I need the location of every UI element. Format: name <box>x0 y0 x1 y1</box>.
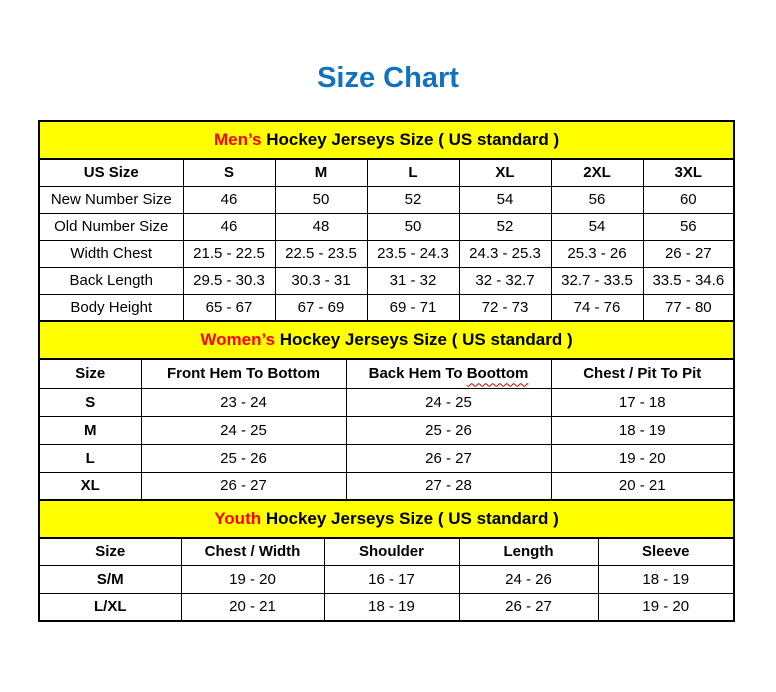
mens-section-band <box>39 121 734 159</box>
table-cell: 52 <box>367 186 459 213</box>
table-cell: 25.3 - 26 <box>551 240 643 267</box>
table-cell: 19 - 20 <box>598 593 734 621</box>
mens-size-table <box>38 120 735 322</box>
column-header: US Size <box>39 159 183 186</box>
table-cell: 46 <box>183 186 275 213</box>
table-row <box>39 444 734 472</box>
table-cell: 21.5 - 22.5 <box>183 240 275 267</box>
size-chart-tables <box>38 120 733 622</box>
table-cell: 18 - 19 <box>598 565 734 593</box>
table-cell: 24 - 25 <box>141 416 346 444</box>
table-cell: 20 - 21 <box>551 472 734 500</box>
table-cell: 18 - 19 <box>551 416 734 444</box>
table-cell: 32 - 32.7 <box>459 267 551 294</box>
row-label: S/M <box>39 565 181 593</box>
table-cell: 24.3 - 25.3 <box>459 240 551 267</box>
column-header: S <box>183 159 275 186</box>
youth-size-table <box>38 499 735 622</box>
table-row <box>39 565 734 593</box>
column-header: XL <box>459 159 551 186</box>
youth-header-row <box>39 538 734 565</box>
table-cell: 20 - 21 <box>181 593 324 621</box>
table-cell: 25 - 26 <box>141 444 346 472</box>
table-cell: 30.3 - 31 <box>275 267 367 294</box>
table-cell: 74 - 76 <box>551 294 643 321</box>
youth-section-title-rest: Hockey Jerseys Size ( US standard ) <box>261 509 559 528</box>
table-row <box>39 186 734 213</box>
column-header: Chest / Width <box>181 538 324 565</box>
table-cell: 19 - 20 <box>181 565 324 593</box>
table-row <box>39 593 734 621</box>
table-row <box>39 472 734 500</box>
table-cell: 23.5 - 24.3 <box>367 240 459 267</box>
row-label: New Number Size <box>39 186 183 213</box>
column-header: L <box>367 159 459 186</box>
table-row <box>39 240 734 267</box>
table-cell: 17 - 18 <box>551 388 734 416</box>
table-cell: 54 <box>459 186 551 213</box>
table-cell: 50 <box>367 213 459 240</box>
row-label: S <box>39 388 141 416</box>
column-header: 3XL <box>643 159 734 186</box>
table-cell: 56 <box>551 186 643 213</box>
womens-header-row <box>39 359 734 388</box>
table-cell: 29.5 - 30.3 <box>183 267 275 294</box>
table-cell: 46 <box>183 213 275 240</box>
row-label: L/XL <box>39 593 181 621</box>
table-cell: 33.5 - 34.6 <box>643 267 734 294</box>
column-header: Length <box>459 538 598 565</box>
table-row <box>39 213 734 240</box>
table-cell: 16 - 17 <box>324 565 459 593</box>
misspelled-word: Boottom <box>466 365 529 383</box>
table-cell: 72 - 73 <box>459 294 551 321</box>
youth-section-band <box>39 500 734 538</box>
table-cell: 18 - 19 <box>324 593 459 621</box>
table-row <box>39 267 734 294</box>
table-cell: 50 <box>275 186 367 213</box>
table-cell: 27 - 28 <box>346 472 551 500</box>
womens-section-title <box>39 321 734 359</box>
womens-size-table <box>38 320 735 501</box>
womens-section-band <box>39 321 734 359</box>
table-cell: 23 - 24 <box>141 388 346 416</box>
table-cell: 26 - 27 <box>459 593 598 621</box>
table-cell: 32.7 - 33.5 <box>551 267 643 294</box>
table-cell: 31 - 32 <box>367 267 459 294</box>
row-label: M <box>39 416 141 444</box>
table-cell: 56 <box>643 213 734 240</box>
table-cell: 48 <box>275 213 367 240</box>
column-header: M <box>275 159 367 186</box>
column-header: Chest / Pit To Pit <box>551 359 734 388</box>
column-header: Size <box>39 538 181 565</box>
table-cell: 19 - 20 <box>551 444 734 472</box>
row-label: Back Length <box>39 267 183 294</box>
table-row <box>39 294 734 321</box>
column-header: Shoulder <box>324 538 459 565</box>
table-cell: 60 <box>643 186 734 213</box>
page-title: Size Chart <box>317 62 459 94</box>
column-header: 2XL <box>551 159 643 186</box>
table-cell: 54 <box>551 213 643 240</box>
table-row <box>39 388 734 416</box>
table-cell: 26 - 27 <box>141 472 346 500</box>
column-header-text: Back Hem To <box>368 365 467 383</box>
mens-header-row <box>39 159 734 186</box>
table-cell: 65 - 67 <box>183 294 275 321</box>
youth-section-title-highlight: Youth <box>214 509 262 528</box>
column-header: Sleeve <box>598 538 734 565</box>
table-cell: 26 - 27 <box>346 444 551 472</box>
table-cell: 26 - 27 <box>643 240 734 267</box>
row-label: Body Height <box>39 294 183 321</box>
table-cell: 24 - 25 <box>346 388 551 416</box>
row-label: Width Chest <box>39 240 183 267</box>
womens-section-title-rest: Hockey Jerseys Size ( US standard ) <box>275 330 573 349</box>
table-cell: 67 - 69 <box>275 294 367 321</box>
row-label: XL <box>39 472 141 500</box>
womens-section-title-highlight: Women’s <box>200 330 275 349</box>
column-header: Size <box>39 359 141 388</box>
youth-section-title <box>39 500 734 538</box>
table-row <box>39 416 734 444</box>
row-label: Old Number Size <box>39 213 183 240</box>
table-cell: 25 - 26 <box>346 416 551 444</box>
mens-section-title-highlight: Men’s <box>213 130 262 149</box>
mens-section-title-rest: Hockey Jerseys Size ( US standard ) <box>261 130 560 149</box>
table-cell: 69 - 71 <box>367 294 459 321</box>
row-label: L <box>39 444 141 472</box>
table-cell: 24 - 26 <box>459 565 598 593</box>
column-header <box>346 359 551 388</box>
mens-section-title <box>39 121 734 159</box>
table-cell: 52 <box>459 213 551 240</box>
table-cell: 22.5 - 23.5 <box>275 240 367 267</box>
table-cell: 77 - 80 <box>643 294 734 321</box>
column-header: Front Hem To Bottom <box>141 359 346 388</box>
